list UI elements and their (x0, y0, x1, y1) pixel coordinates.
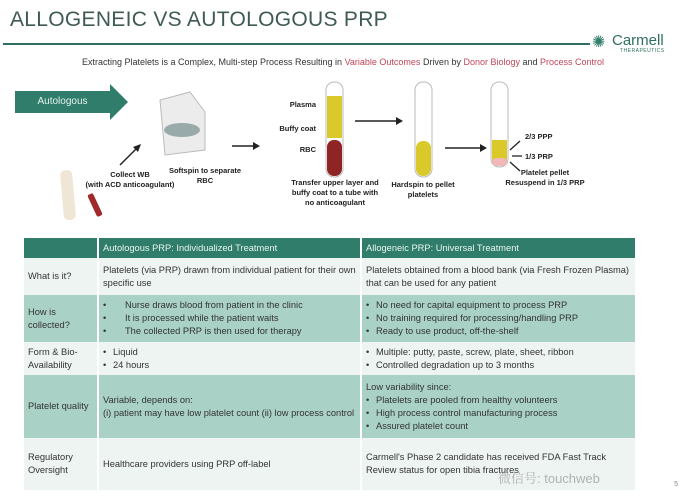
list-item: • Nurse draws blood from patient in the clinic (103, 299, 356, 312)
header-empty (24, 238, 98, 258)
table-row (24, 295, 636, 342)
table-row (24, 375, 636, 438)
softspin-label: Softspin to separate RBC (168, 166, 242, 185)
title-divider (3, 43, 590, 45)
final-tube-icon (491, 82, 508, 167)
rbc-label: RBC (299, 145, 316, 154)
slide-subtitle (0, 57, 686, 67)
autologous-cell (98, 342, 361, 375)
subtitle-text: Driven by (420, 57, 464, 67)
separated-tube-icon (326, 82, 343, 177)
subtitle-text: Extracting Platelets is a Complex, Multi-step Process Resulting in (81, 57, 345, 67)
centrifuge-icon (160, 92, 205, 155)
header-autologous: Autologous PRP: Individualized Treatment (98, 238, 361, 258)
cell-intro: Low variability since: (366, 381, 452, 392)
autologous-label: Autologous (37, 96, 88, 107)
buffy-coat-label: Buffy coat (279, 124, 316, 133)
subtitle-text: and (519, 57, 541, 67)
row-label: What is it? (24, 258, 98, 295)
logo-snowflake-icon: ✺ (592, 34, 606, 51)
allogeneic-cell (361, 295, 636, 342)
autologous-cell: Variable, depends on: (i) patient may have low platelet count (ii) low process control (98, 375, 361, 438)
allogeneic-cell (361, 342, 636, 375)
list-item: • No training required for processing/handling PRP (366, 312, 631, 325)
comparison-table (24, 238, 637, 490)
autologous-cell (98, 295, 361, 342)
table-row (24, 258, 636, 295)
list-item: • Platelets are pooled from healthy volunteers (366, 394, 631, 407)
arrow-icon (120, 147, 138, 165)
list-item: • 24 hours (103, 359, 356, 372)
logo-name: Carmell (612, 32, 664, 49)
list-item: • Liquid (103, 346, 356, 359)
logo-subtitle: THERAPEUTICS (620, 48, 665, 54)
table-row (24, 342, 636, 375)
watermark: 微信号: touchweb (498, 471, 600, 486)
allogeneic-cell: Carmell's Phase 2 candidate has received FDA Fast Track Review status for open tibia fractures (361, 438, 636, 490)
collect-label: Collect WB (with ACD anticoagulant) (85, 170, 175, 189)
list-item: • Assured platelet count (366, 420, 631, 433)
list-item: • No need for capital equipment to process PRP (366, 299, 631, 312)
list-item: • High process control manufacturing process (366, 407, 631, 420)
plasma-label: Plasma (289, 100, 316, 109)
pellet-label: Platelet pellet Resuspend in 1/3 PRP (505, 168, 585, 187)
autologous-cell: Platelets (via PRP) drawn from individual patient for their own specific use (98, 258, 361, 295)
ppp-label: 2/3 PPP (525, 132, 553, 141)
subtitle-highlight: Variable Outcomes (344, 57, 421, 67)
table-header-row (24, 238, 636, 258)
row-label: How is collected? (24, 295, 98, 342)
page-number: 5 (674, 481, 678, 488)
hardspin-label: Hardspin to pellet platelets (391, 180, 455, 199)
row-label: Regulatory Oversight (24, 438, 98, 490)
row-label: Form & Bio-Availability (24, 342, 98, 375)
carmell-logo (592, 32, 682, 56)
subtitle-highlight: Donor Biology (463, 57, 520, 67)
transfer-label: Transfer upper layer and buffy coat to a tube with no anticoagulant (291, 178, 379, 207)
hardspin-tube-icon (415, 82, 432, 177)
list-item: • Ready to use product, off-the-shelf (366, 325, 631, 338)
list-item: • It is processed while the patient waits (103, 312, 356, 325)
autologous-cell: Healthcare providers using PRP off-label (98, 438, 361, 490)
header-allogeneic: Allogeneic PRP: Universal Treatment (361, 238, 636, 258)
subtitle-highlight: Process Control (540, 57, 605, 67)
list-item: • Controlled degradation up to 3 months (366, 359, 631, 372)
row-label: Platelet quality (24, 375, 98, 438)
slide-title: ALLOGENEIC VS AUTOLOGOUS PRP (10, 8, 388, 31)
list-item: • The collected PRP is then used for therapy (103, 325, 356, 338)
allogeneic-cell (361, 375, 636, 438)
prp-label: 1/3 PRP (525, 152, 553, 161)
list-item: • Multiple: putty, paste, screw, plate, sheet, ribbon (366, 346, 631, 359)
allogeneic-cell: Platelets obtained from a blood bank (via Fresh Frozen Plasma) that can be used for any patient (361, 258, 636, 295)
